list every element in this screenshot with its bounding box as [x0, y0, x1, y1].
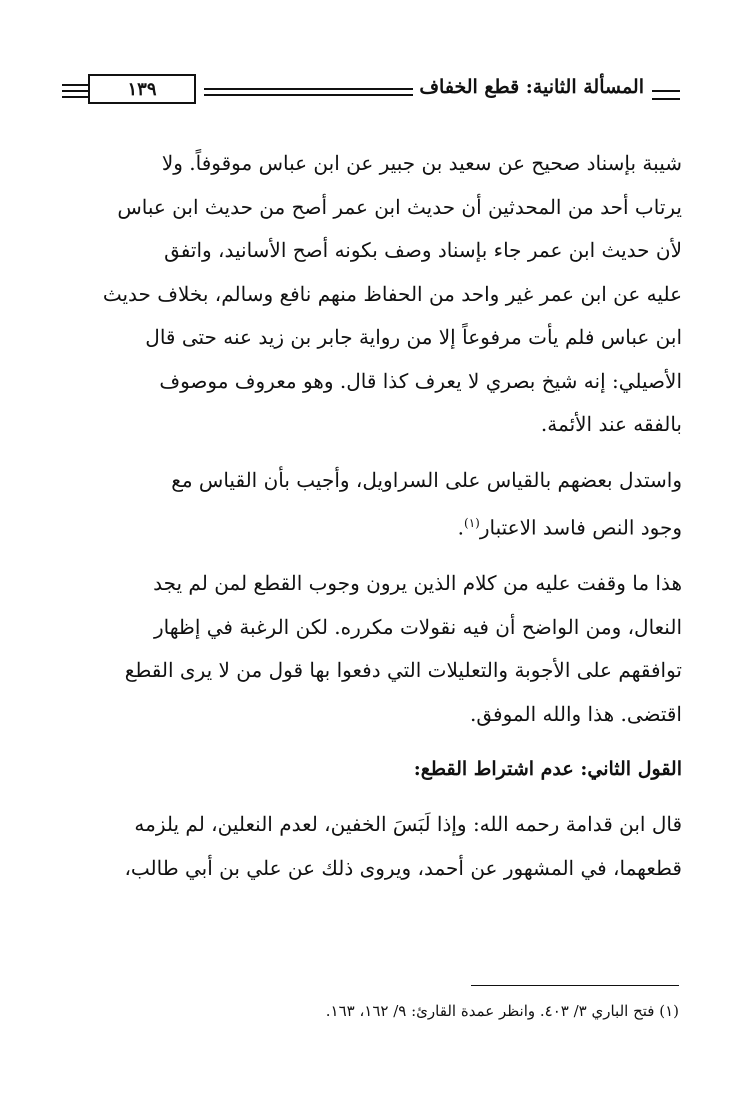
- section-heading: القول الثاني: عدم اشتراط القطع:: [413, 758, 682, 781]
- running-header: [62, 78, 680, 106]
- text-line-content: وجود النص فاسد الاعتبار: [479, 515, 682, 540]
- text-line: قال ابن قدامة رحمه الله: وإذا لَبَسَ الخفين، لعدم النعلين، لم يلزمه: [134, 812, 682, 837]
- header-ornament-left: [62, 84, 90, 98]
- footnote-separator: [471, 985, 679, 986]
- footnote-mark[interactable]: (١): [464, 516, 480, 530]
- page-number: ١٣٩: [88, 74, 196, 104]
- paragraph-1: [66, 142, 682, 447]
- header-title: المسألة الثانية: قطع الخفاف: [413, 76, 650, 98]
- text-line: النعال، ومن الواضح أن فيه نقولات مكرره. لكن الرغبة في إظهار: [153, 614, 682, 639]
- text-line: هذا ما وقفت عليه من كلام الذين يرون وجوب القطع لمن لم يجد: [153, 571, 682, 596]
- paragraph-3: [66, 562, 682, 736]
- text-line: وجود النص فاسد الاعتبار$^{(١)}$.: [457, 515, 682, 540]
- text-line: شيبة بإسناد صحيح عن سعيد بن جبير عن ابن عباس موقوفاً. ولا: [161, 151, 682, 175]
- text-line: اقتضى. هذا والله الموفق.: [470, 701, 682, 726]
- paragraph-2: [66, 459, 682, 551]
- header-ornament-right: [652, 90, 680, 100]
- text-line: واستدل بعضهم بالقياس على السراويل، وأجيب بأن القياس مع: [171, 467, 682, 492]
- page-body: [66, 142, 682, 890]
- footnote: (١) فتح الباري ٣/ ٤٠٣. وانظر عمدة القارئ: ٩/ ١٦٢، ١٦٣.: [325, 1002, 679, 1020]
- paragraph-4: [66, 803, 682, 890]
- text-line: لأن حديث ابن عمر جاء بإسناد وصف بكونه أصح الأسانيد، واتفق: [164, 238, 682, 262]
- text-line: ابن عباس فلم يأت مرفوعاً إلا من رواية جابر بن زيد عنه حتى قال: [145, 325, 682, 349]
- text-line: بالفقه عند الأئمة.: [540, 412, 682, 436]
- text-line: يرتاب أحد من المحدثين أن حديث ابن عمر أصح من حديث ابن عباس: [117, 194, 682, 219]
- text-line: توافقهم على الأجوبة والتعليلات التي دفعوا بها قول من لا يرى القطع: [124, 658, 682, 683]
- text-line: الأصيلي: إنه شيخ بصري لا يعرف كذا قال. وهو معروف موصوف: [159, 368, 682, 393]
- text-line: قطعهما، في المشهور عن أحمد، ويروى ذلك عن علي بن أبي طالب،: [124, 855, 682, 880]
- text-line: عليه عن ابن عمر غير واحد من الحفاظ منهم نافع وسالم، بخلاف حديث: [102, 281, 682, 306]
